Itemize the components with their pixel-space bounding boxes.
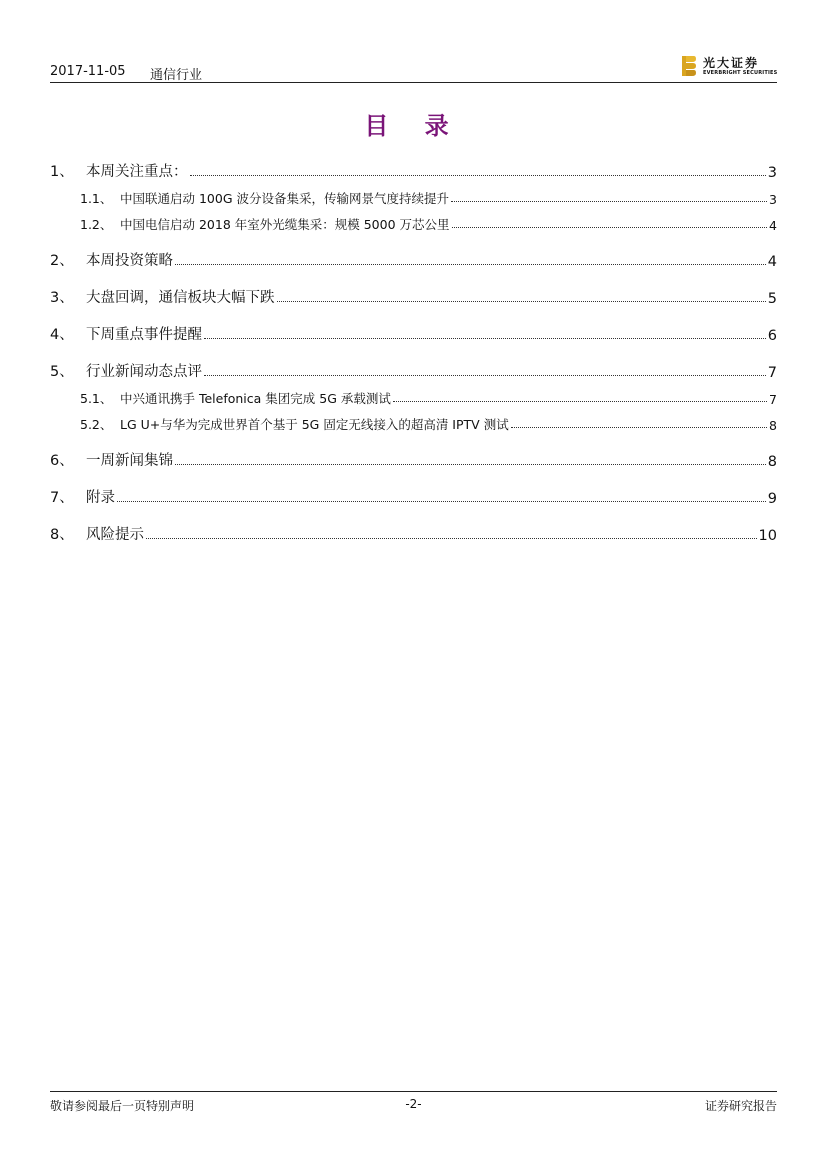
toc-leader [190,175,766,176]
toc-leader [204,338,766,339]
toc-entry[interactable] [50,444,777,470]
toc-number: 3、 [50,290,74,306]
toc-number: 1、 [50,164,74,180]
toc-leader [511,427,767,428]
toc-number: 1.2、 [80,217,113,232]
toc-text: 本周投资策略 [86,253,173,269]
toc-entry[interactable] [50,518,777,544]
toc-page-number: 8 [769,418,777,433]
toc-page-number: 4 [769,218,777,233]
everbright-logo [681,54,777,80]
toc-page-number: 10 [758,528,777,544]
toc-leader [175,464,766,465]
toc-entry[interactable] [50,481,777,507]
toc-entry[interactable] [50,318,777,344]
toc-text: 本周关注重点： [86,164,188,180]
toc-leader [277,301,766,302]
page-header [50,52,777,83]
toc-number: 5、 [50,364,74,380]
toc-number: 4、 [50,327,74,343]
page-footer [50,1091,777,1113]
toc-leader [117,501,766,502]
toc-number: 8、 [50,527,74,543]
toc-leader [175,264,766,265]
toc-text: 行业新闻动态点评 [86,364,202,380]
toc-entry[interactable] [50,155,777,181]
toc-number: 2、 [50,253,74,269]
toc-text: 下周重点事件提醒 [86,327,202,343]
toc-page-number: 7 [769,392,777,407]
toc-leader [393,401,767,402]
toc-text: 大盘回调，通信板块大幅下跌 [86,290,275,306]
toc-text: 中国联通启动 100G 波分设备集采，传输网景气度持续提升 [120,191,449,206]
toc-text: 风险提示 [86,527,144,543]
toc-subentry[interactable] [50,407,777,433]
toc-text: 附录 [86,490,115,506]
toc-number: 5.1、 [80,391,113,406]
toc-number: 5.2、 [80,417,113,432]
toc-number: 7、 [50,490,74,506]
toc-entry[interactable] [50,281,777,307]
toc-page-number: 3 [769,192,777,207]
industry-label: 通信行业 [150,68,203,83]
toc-leader [146,538,757,539]
report-type: 证券研究报告 [704,1099,777,1113]
toc-entry[interactable] [50,355,777,381]
toc-page-number: 6 [767,328,777,344]
toc-text: 中国电信启动 2018 年室外光缆集采：规模 5000 万芯公里 [120,217,450,232]
toc-entry[interactable] [50,244,777,270]
logo-chinese-text: 光大证券 [703,56,760,70]
toc-text: 一周新闻集锦 [86,453,173,469]
toc-page-number: 7 [767,365,777,381]
toc-page-number: 4 [767,254,777,270]
toc-text: LG U+与华为完成世界首个基于 5G 固定无线接入的超高清 IPTV 测试 [120,417,509,432]
toc-page-number: 5 [767,291,777,307]
toc-leader [451,201,767,202]
toc-subentry[interactable] [50,181,777,207]
toc-title: 目 录 [364,112,463,140]
report-date: 2017-11-05 [50,64,126,79]
toc-number: 6、 [50,453,74,469]
page-number: -2- [405,1097,422,1111]
toc-page-number: 8 [767,454,777,470]
toc-subentry[interactable] [50,207,777,233]
logo-english-text: EVERBRIGHT SECURITIES [703,70,778,76]
toc-number: 1.1、 [80,191,113,206]
toc-page-number: 9 [767,491,777,507]
everbright-logo-icon [681,55,697,77]
toc-text: 中兴通讯携手 Telefonica 集团完成 5G 承载测试 [120,391,391,406]
toc-leader [452,227,768,228]
disclaimer-note: 敬请参阅最后一页特别声明 [50,1099,195,1113]
toc-subentry[interactable] [50,381,777,407]
toc-leader [204,375,766,376]
table-of-contents [50,155,777,544]
toc-page-number: 3 [767,165,777,181]
